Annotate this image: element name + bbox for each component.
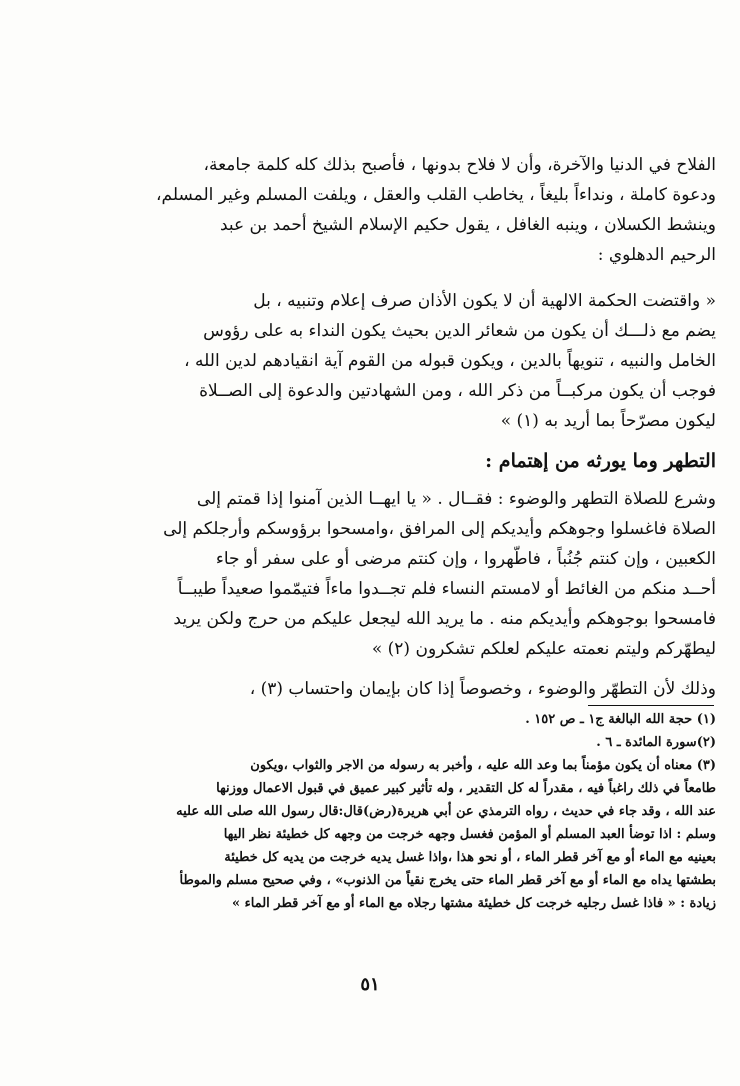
- text-line: « واقتضت الحكمة الالهية أن لا يكون الأذان صرف إعلام وتنبيه ، بل: [253, 291, 716, 311]
- text-line: فوجب أن يكون مركبــاً من ذكر الله ، ومن الشهادتين والدعوة إلى الصــلاة: [199, 381, 716, 401]
- footnote-line: (٢)سورة المائدة ـ ٦ .: [596, 735, 716, 750]
- page-number: ٥١: [360, 974, 380, 995]
- footnote-line: عند الله ، وقد جاء في حديث ، رواه الترمذي عن أبي هريرة(رض)قال:قال رسول الله صلى الله عليه: [176, 804, 716, 819]
- footnote-line: طامعاً في ذلك راغباً فيه ، مقدراً له كل التقدير ، وله تأثير كبير عميق في قبول الاعمال ووزنها: [216, 781, 716, 796]
- text-line: الكعبين ، وإن كنتم جُنُباً ، فاطّهروا ، وإن كنتم مرضى أو على سفر أو جاء: [215, 549, 716, 569]
- footnote-line: بعينيه مع الماء أو مع آخر قطر الماء ، أو نحو هذا ،واذا غسل يديه خرجت من يديه كل خطيئة: [224, 850, 716, 865]
- footnote-line: وسلم : اذا توضأ العبد المسلم أو المؤمن فغسل وجهه خرجت من وجهه كل خطيئة نظر اليها: [223, 827, 716, 842]
- footnotes: [122, 708, 716, 915]
- text-line: ليكون مصرّحاً بما أريد به (١) »: [500, 411, 716, 431]
- footnote-line: (٣) معناه أن يكون مؤمناً بما وعد الله عليه ، وأخبر به رسوله من الاجر والثواب ،ويكون: [250, 758, 716, 773]
- text-line: الفلاح في الدنيا والآخرة، وأن لا فلاح بدونها ، فأصبح بذلك كله كلمة جامعة،: [203, 155, 716, 175]
- text-line: فامسحوا بوجوهكم وأيديكم منه . ما يريد الله ليجعل عليكم من حرج ولكن يريد: [173, 609, 716, 629]
- text-line: ليطهّركم وليتم نعمته عليكم لعلكم تشكرون (٢) »: [371, 639, 716, 659]
- footnote-line: بطشتها يداه مع الماء أو مع آخر قطر الماء حتى يخرج نقياً من الذنوب» ، وفي صحيح مسلم والموطأ: [179, 873, 716, 888]
- text-line: أحــد منكم من الغائط أو لامستم النساء فلم تجــدوا ماءاً فتيمّموا صعيداً طيبــاً: [177, 579, 716, 599]
- footnote-line: (١) حجة الله البالغة ج١ ـ ص ١٥٢ .: [525, 712, 716, 727]
- section-heading: التطهر وما يورثه من إهتمام :: [485, 450, 716, 472]
- paragraph-4: [122, 674, 716, 704]
- footnote-divider: [588, 705, 714, 706]
- text-line: ودعوة كاملة ، ونداءاً بليغاً ، يخاطب القلب والعقل ، ويلفت المسلم وغير المسلم،: [156, 185, 716, 205]
- text-line: وذلك لأن التطهّر والوضوء ، وخصوصاً إذا كان بإيمان واحتساب (٣) ،: [249, 679, 716, 699]
- text-line: الرحيم الدهلوي :: [597, 245, 716, 265]
- text-line: يضم مع ذلـــك أن يكون من شعائر الدين بحيث يكون النداء به على رؤوس: [203, 321, 716, 341]
- text-line: الصلاة فاغسلوا وجوهكم وأيديكم إلى المرافق ،وامسحوا برؤوسكم وأرجلكم إلى: [163, 519, 716, 539]
- paragraph-1: [122, 150, 716, 270]
- footnote-line: زيادة : « فاذا غسل رجليه خرجت كل خطيئة مشتها رجلاه مع الماء أو مع آخر قطر الماء »: [231, 896, 716, 911]
- paragraph-3: [122, 484, 716, 664]
- text-line: وينشط الكسلان ، وينبه الغافل ، يقول حكيم الإسلام الشيخ أحمد بن عبد: [219, 215, 716, 235]
- text-line: وشرع للصلاة التطهر والوضوء : فقــال . « يا ايهــا الذين آمنوا إذا قمتم إلى: [196, 489, 716, 509]
- quote-paragraph: [122, 286, 716, 436]
- text-line: الخامل والنبيه ، تنويهاً بالدين ، ويكون قبوله من القوم آية انقيادهم لدين الله ،: [184, 351, 716, 371]
